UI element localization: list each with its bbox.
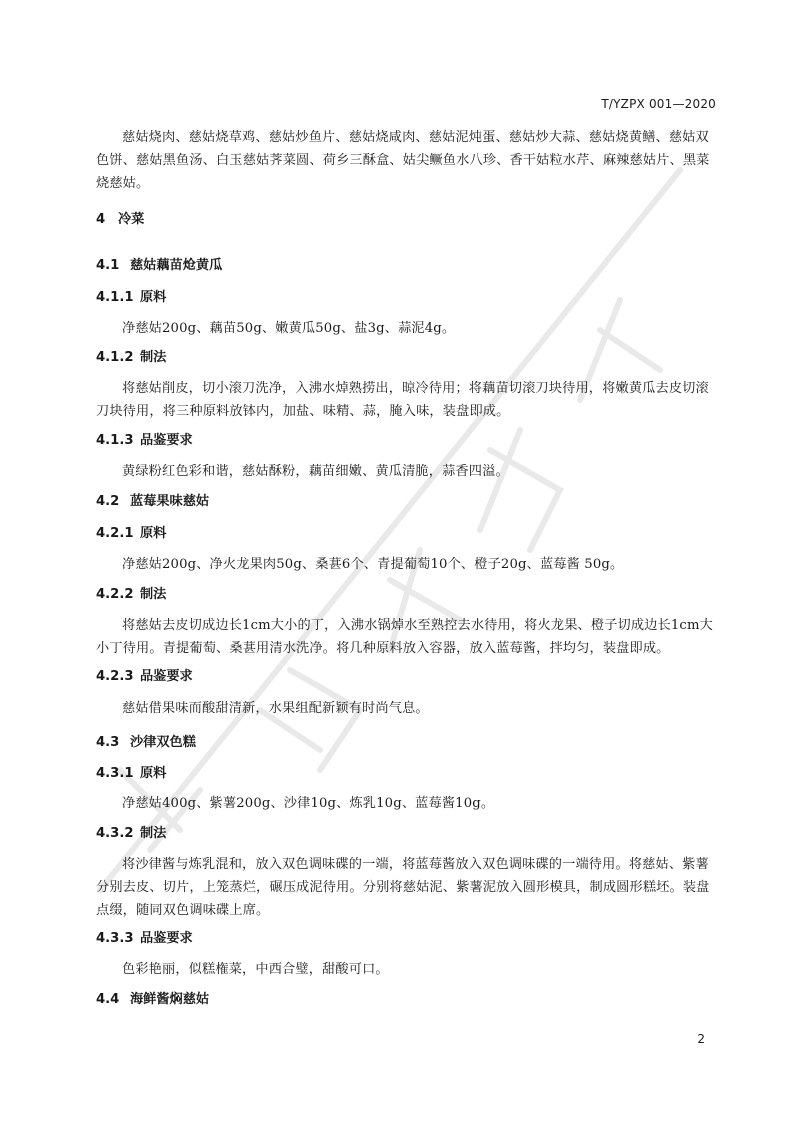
section-title: 制法	[140, 587, 167, 602]
section-4-3-1-heading	[96, 764, 166, 784]
section-number: 4.1.2	[96, 350, 134, 365]
section-4-3-2-heading	[96, 824, 166, 844]
section-title: 慈姑藕苗炝黄瓜	[130, 258, 223, 273]
section-4-3-2-text: 将沙律酱与炼乳混和，放入双色调味碟的一端，将蓝莓酱放入双色调味碟的一端待用。将慈姑、紫薯分别去皮、切片，上笼蒸烂，碾压成泥待用。分别将慈姑泥、紫薯泥放入圆形模具，制成圆形糕坯。装盘点缀，随同双色调味碟上席。	[96, 857, 710, 918]
section-4-heading	[96, 210, 144, 230]
section-number: 4.3.1	[96, 766, 134, 781]
section-4-2-1-heading	[96, 524, 166, 544]
section-number: 4.3.2	[96, 826, 134, 841]
section-4-4-heading	[96, 990, 209, 1010]
section-4-2-1-text: 净慈姑200g、净火龙果肉50g、桑葚6个、青提葡萄10个、橙子20g、蓝莓酱 50g。	[122, 557, 624, 572]
section-number: 4.2.2	[96, 587, 134, 602]
section-number: 4	[96, 212, 106, 227]
section-title: 沙律双色糕	[130, 735, 196, 750]
section-title: 制法	[140, 350, 167, 365]
section-number: 4.2.1	[96, 526, 134, 541]
section-number: 4.4	[96, 992, 120, 1007]
section-number: 4.3	[96, 735, 120, 750]
section-4-3-1-text: 净慈姑400g、紫薯200g、沙律10g、炼乳10g、蓝莓酱10g。	[122, 796, 495, 811]
section-4-2-2-text: 将慈姑去皮切成边长1cm大小的丁，入沸水锅焯水至熟控去水待用，将火龙果、橙子切成边长1cm大小丁待用。青提葡萄、桑葚用清水洗净。将几种原料放入容器，放入蓝莓酱，拌均匀，装盘即成。	[96, 618, 713, 656]
section-title: 原料	[140, 290, 167, 305]
section-4-1-1-heading	[96, 288, 166, 308]
section-4-1-2-text: 将慈姑削皮，切小滚刀洗净，入沸水焯熟捞出，晾冷待用；将藕苗切滚刀块待用，将嫩黄瓜去皮切滚刀块待用，将三种原料放钵内，加盐、味精、蒜，腌入味，装盘即成。	[96, 381, 709, 419]
section-number: 4.1.1	[96, 290, 134, 305]
section-4-2-heading	[96, 492, 209, 512]
section-number: 4.2.3	[96, 669, 134, 684]
section-4-2-3-heading	[96, 667, 193, 687]
section-title: 冷菜	[118, 212, 145, 227]
section-4-1-heading	[96, 256, 222, 276]
section-4-1-3-heading	[96, 431, 193, 451]
section-number: 4.3.3	[96, 931, 134, 946]
section-title: 蓝莓果味慈姑	[130, 494, 210, 509]
section-number: 4.1.3	[96, 433, 134, 448]
section-title: 品鉴要求	[140, 931, 193, 946]
section-4-3-3-heading	[96, 929, 193, 949]
document-code: T/YZPX 001—2020	[601, 97, 716, 111]
intro-paragraph: 慈姑烧肉、慈姑烧草鸡、慈姑炒鱼片、慈姑烧咸肉、慈姑泥炖蛋、慈姑炒大蒜、慈姑烧黄鳝、慈姑双色饼、慈姑黑鱼汤、白玉慈姑荠菜圆、荷乡三酥盒、姑尖鳜鱼水八珍、香干姑粒水芹、麻辣慈姑片、黑菜烧慈姑。	[96, 130, 710, 191]
section-4-2-3-text: 慈姑借果味而酸甜清新，水果组配新颖有时尚气息。	[122, 701, 429, 716]
section-title: 海鲜酱焖慈姑	[130, 992, 210, 1007]
section-4-1-3-text: 黄绿粉红色彩和谐，慈姑酥粉，藕苗细嫩、黄瓜清脆，蒜香四溢。	[122, 464, 509, 479]
section-4-1-2-heading	[96, 348, 166, 368]
section-4-3-heading	[96, 733, 196, 753]
section-title: 原料	[140, 526, 167, 541]
page-number: 2	[697, 1032, 705, 1046]
section-4-3-3-text: 色彩艳丽，似糕権菜，中西合璧，甜酸可口。	[122, 962, 389, 977]
section-4-1-1-text: 净慈姑200g、藕苗50g、嫩黄瓜50g、盐3g、蒜泥4g。	[122, 321, 456, 336]
section-number: 4.2	[96, 494, 120, 509]
section-title: 原料	[140, 766, 167, 781]
section-number: 4.1	[96, 258, 120, 273]
section-4-2-2-heading	[96, 585, 166, 605]
section-title: 制法	[140, 826, 167, 841]
section-title: 品鉴要求	[140, 433, 193, 448]
section-title: 品鉴要求	[140, 669, 193, 684]
